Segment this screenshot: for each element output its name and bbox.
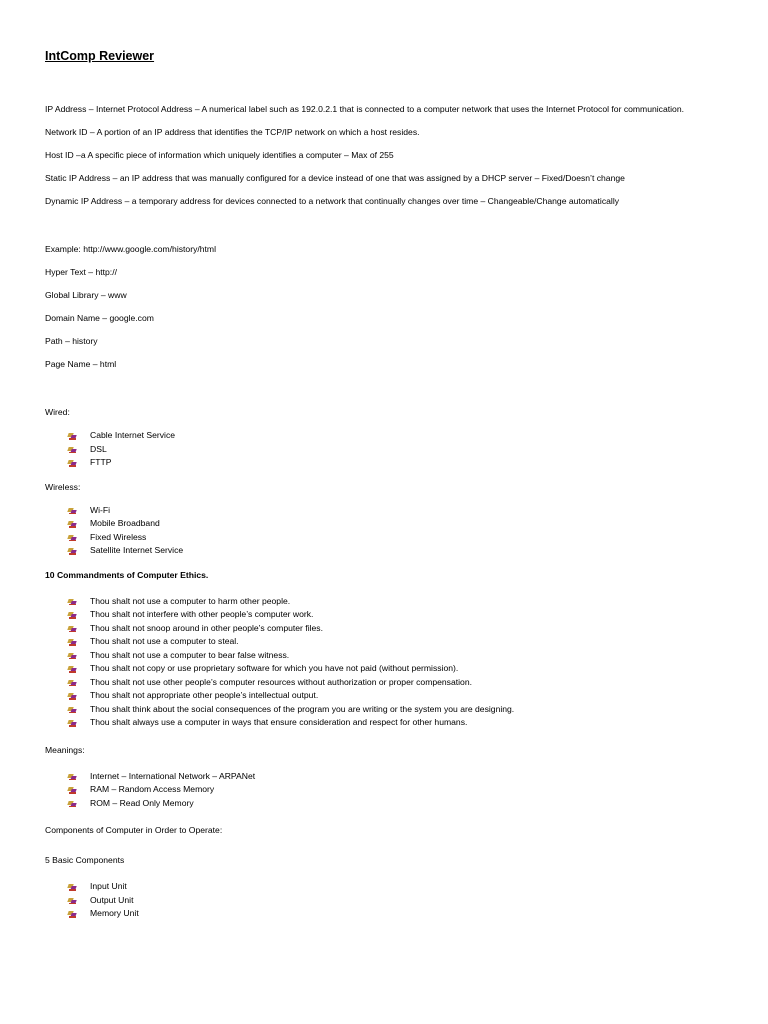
list-item: Output Unit <box>45 894 735 908</box>
book-bullet-icon <box>68 665 77 673</box>
list-item: Wi-Fi <box>45 504 735 518</box>
list-item: Input Unit <box>45 880 735 894</box>
list-item: Mobile Broadband <box>45 517 735 531</box>
wireless-list <box>45 504 735 558</box>
url-example: Example: http://www.google.com/history/html <box>45 244 216 254</box>
book-bullet-icon <box>68 652 77 660</box>
book-bullet-icon <box>68 679 77 687</box>
url-global-library: Global Library – www <box>45 290 127 300</box>
book-bullet-icon <box>68 598 77 606</box>
components-sublabel: 5 Basic Components <box>45 855 125 865</box>
list-item: ROM – Read Only Memory <box>45 797 735 811</box>
list-item: Cable Internet Service <box>45 429 735 443</box>
list-item: FTTP <box>45 456 735 470</box>
url-path: Path – history <box>45 336 98 346</box>
definition-host-id: Host ID –a A specific piece of information which uniquely identifies a computer – Max of 255 <box>45 150 394 160</box>
book-bullet-icon <box>68 786 77 794</box>
book-bullet-icon <box>68 432 77 440</box>
book-bullet-icon <box>68 706 77 714</box>
list-item: RAM – Random Access Memory <box>45 783 735 797</box>
definition-network-id: Network ID – A portion of an IP address that identifies the TCP/IP network on which a host resides. <box>45 127 420 137</box>
book-bullet-icon <box>68 883 77 891</box>
url-page-name: Page Name – html <box>45 359 117 369</box>
list-item: Thou shalt not copy or use proprietary software for which you have not paid (without permission). <box>45 662 735 676</box>
list-item: Thou shalt not use a computer to steal. <box>45 635 735 649</box>
book-bullet-icon <box>68 719 77 727</box>
url-domain-name: Domain Name – google.com <box>45 313 154 323</box>
book-bullet-icon <box>68 692 77 700</box>
list-item: DSL <box>45 443 735 457</box>
book-bullet-icon <box>68 507 77 515</box>
book-bullet-icon <box>68 897 77 905</box>
book-bullet-icon <box>68 534 77 542</box>
definition-dynamic-ip: Dynamic IP Address – a temporary address for devices connected to a network that continually changes over time – Changeable/Change automatically <box>45 196 620 206</box>
book-bullet-icon <box>68 446 77 454</box>
meanings-label: Meanings: <box>45 744 85 755</box>
book-bullet-icon <box>68 800 77 808</box>
book-bullet-icon <box>68 625 77 633</box>
components-label: Components of Computer in Order to Operate: <box>45 825 223 835</box>
wired-list <box>45 429 735 470</box>
list-item: Fixed Wireless <box>45 531 735 545</box>
list-item: Memory Unit <box>45 907 735 921</box>
components-list <box>45 880 735 921</box>
book-bullet-icon <box>68 611 77 619</box>
book-bullet-icon <box>68 520 77 528</box>
book-bullet-icon <box>68 459 77 467</box>
list-item: Internet – International Network – ARPANet <box>45 770 735 784</box>
wireless-label: Wireless: <box>45 481 81 492</box>
book-bullet-icon <box>68 910 77 918</box>
list-item: Thou shalt think about the social consequences of the program you are writing or the system you are designing. <box>45 703 735 717</box>
meanings-list <box>45 770 735 811</box>
list-item: Satellite Internet Service <box>45 544 735 558</box>
list-item: Thou shalt not use a computer to bear false witness. <box>45 649 735 663</box>
document-page <box>45 48 735 932</box>
commandments-list <box>45 595 735 730</box>
url-parts-section <box>45 243 735 370</box>
definition-static-ip: Static IP Address – an IP address that was manually configured for a device instead of one that was assigned by a DHCP server – Fixed/Doesn’t change <box>45 173 625 183</box>
wired-label: Wired: <box>45 407 70 417</box>
book-bullet-icon <box>68 638 77 646</box>
commandments-label: 10 Commandments of Computer Ethics. <box>45 569 209 580</box>
list-item: Thou shalt not use a computer to harm other people. <box>45 595 735 609</box>
book-bullet-icon <box>68 773 77 781</box>
section-spacer <box>45 207 735 243</box>
list-item: Thou shalt not use other people’s computer resources without authorization or proper compensation. <box>45 676 735 690</box>
section-spacer <box>45 370 735 406</box>
book-bullet-icon <box>68 547 77 555</box>
list-item: Thou shalt not appropriate other people’s intellectual output. <box>45 689 735 703</box>
document-title: IntComp Reviewer <box>45 49 155 63</box>
list-item: Thou shalt not interfere with other people’s computer work. <box>45 608 735 622</box>
url-hyper-text: Hyper Text – http:// <box>45 267 117 277</box>
definitions-section <box>45 103 735 207</box>
list-item: Thou shalt always use a computer in ways that ensure consideration and respect for other humans. <box>45 716 735 730</box>
list-item: Thou shalt not snoop around in other people’s computer files. <box>45 622 735 636</box>
definition-ip-address: IP Address – Internet Protocol Address – A numerical label such as 192.0.2.1 that is connected to a computer network that uses the Internet Protocol for communication. <box>45 104 685 114</box>
